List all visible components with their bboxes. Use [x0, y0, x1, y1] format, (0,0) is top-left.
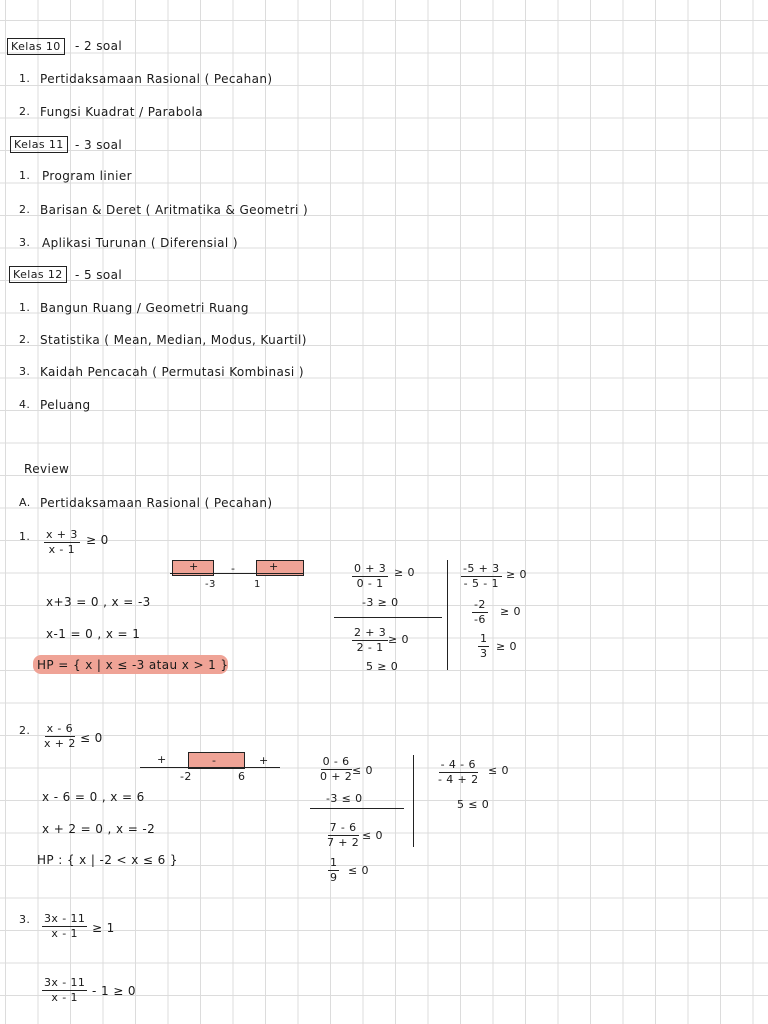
- list-item: Kaidah Pencacah ( Permutasi Kombinasi ): [40, 365, 304, 379]
- kelas-12-label: Kelas 12: [9, 266, 67, 283]
- denominator: - 5 - 1: [463, 577, 499, 590]
- relation: ≤ 0: [488, 764, 509, 777]
- kelas-10-count: - 2 soal: [75, 39, 123, 53]
- list-item: Program linier: [42, 169, 132, 183]
- kelas-12-count: - 5 soal: [75, 268, 123, 282]
- denominator: 9: [330, 871, 338, 884]
- list-number: 3.: [19, 236, 31, 249]
- divider: [447, 560, 448, 670]
- denominator: 0 - 1: [356, 577, 384, 590]
- relation: ≥ 1: [92, 921, 115, 935]
- sign-label: -: [212, 754, 217, 767]
- result: -3 ≤ 0: [326, 792, 363, 805]
- list-item: Pertidaksamaan Rasional ( Pecahan): [40, 72, 273, 86]
- relation: ≥ 0: [86, 533, 109, 547]
- list-item: Barisan & Deret ( Aritmatika & Geometri ): [40, 203, 309, 217]
- denominator: x - 1: [51, 991, 78, 1004]
- numerator: 1: [480, 632, 488, 645]
- relation: ≥ 0: [394, 566, 415, 579]
- result: 5 ≥ 0: [366, 660, 399, 673]
- fraction: [318, 755, 354, 784]
- relation: ≥ 0: [500, 605, 521, 618]
- fraction: [472, 598, 488, 627]
- sign-label: +: [189, 560, 199, 573]
- fraction: [436, 758, 480, 787]
- problem-number: 1.: [19, 530, 31, 543]
- list-number: 2.: [19, 203, 31, 216]
- fraction: [461, 562, 502, 591]
- kelas-11-label: Kelas 11: [10, 136, 68, 153]
- review-title: Review: [24, 462, 70, 476]
- list-item: Statistika ( Mean, Median, Modus, Kuartil): [40, 333, 307, 347]
- list-number: 1.: [19, 169, 31, 182]
- numerator: -2: [474, 598, 486, 611]
- relation: ≤ 0: [352, 764, 373, 777]
- tick-label: 6: [238, 770, 246, 783]
- numerator: -5 + 3: [463, 562, 500, 575]
- denominator: x - 1: [48, 543, 76, 556]
- numerator: 0 + 3: [354, 562, 387, 575]
- fraction: [352, 626, 388, 655]
- fraction: [42, 976, 87, 1005]
- divider: [413, 755, 414, 847]
- result: -3 ≥ 0: [362, 596, 399, 609]
- list-item: Fungsi Kuadrat / Parabola: [40, 105, 203, 119]
- divider: [310, 808, 404, 809]
- sign-label: +: [269, 560, 279, 573]
- list-number: 2.: [19, 333, 31, 346]
- denominator: - 4 + 2: [438, 773, 479, 786]
- denominator: 2 - 1: [356, 641, 384, 654]
- denominator: x + 2: [44, 737, 76, 750]
- denominator: 7 + 2: [327, 836, 360, 849]
- list-number: 3.: [19, 365, 31, 378]
- section-letter: A.: [19, 496, 31, 509]
- sign-label: +: [259, 754, 269, 767]
- solution-line: x - 6 = 0 , x = 6: [42, 790, 145, 804]
- list-number: 1.: [19, 72, 31, 85]
- relation: ≤ 0: [348, 864, 369, 877]
- result: 5 ≤ 0: [457, 798, 490, 811]
- list-number: 4.: [19, 398, 31, 411]
- relation: ≤ 0: [80, 731, 103, 745]
- numerator: 3x - 11: [44, 912, 86, 925]
- numerator: 0 - 6: [322, 755, 350, 768]
- list-number: 1.: [19, 301, 31, 314]
- list-item: Peluang: [40, 398, 91, 412]
- sign-label: -: [231, 562, 236, 575]
- number-line: [140, 767, 280, 768]
- solution-line: x+3 = 0 , x = -3: [46, 595, 151, 609]
- relation: - 1 ≥ 0: [92, 984, 136, 998]
- numerator: - 4 - 6: [440, 758, 476, 771]
- kelas-10-label: Kelas 10: [7, 38, 65, 55]
- list-number: 2.: [19, 105, 31, 118]
- fraction: [42, 912, 87, 941]
- denominator: 3: [480, 647, 488, 660]
- section-title: Pertidaksamaan Rasional ( Pecahan): [40, 496, 273, 510]
- fraction: [325, 821, 361, 850]
- fraction: [42, 722, 78, 751]
- solution-set: HP : { x | -2 < x ≤ 6 }: [37, 853, 178, 867]
- relation: ≥ 0: [506, 568, 527, 581]
- divider: [334, 617, 442, 618]
- numerator: 3x - 11: [44, 976, 86, 989]
- numerator: x + 3: [46, 528, 78, 541]
- relation: ≥ 0: [496, 640, 517, 653]
- list-item: Aplikasi Turunan ( Diferensial ): [42, 236, 238, 250]
- denominator: x - 1: [51, 927, 78, 940]
- solution-line: x + 2 = 0 , x = -2: [42, 822, 156, 836]
- fraction: [328, 856, 339, 885]
- number-line: [170, 573, 304, 574]
- fraction: [478, 632, 489, 661]
- denominator: -6: [474, 613, 486, 626]
- solution-line: x-1 = 0 , x = 1: [46, 627, 141, 641]
- tick-label: -3: [205, 579, 216, 590]
- kelas-11-count: - 3 soal: [75, 138, 123, 152]
- numerator: x - 6: [46, 722, 74, 735]
- fraction: [44, 528, 80, 557]
- relation: ≥ 0: [388, 633, 409, 646]
- numerator: 7 - 6: [329, 821, 357, 834]
- problem-number: 2.: [19, 724, 31, 737]
- list-item: Bangun Ruang / Geometri Ruang: [40, 301, 249, 315]
- relation: ≤ 0: [362, 829, 383, 842]
- sign-label: +: [157, 753, 167, 766]
- solution-set: HP = { x | x ≤ -3 atau x > 1 }: [37, 658, 229, 672]
- numerator: 1: [330, 856, 338, 869]
- numerator: 2 + 3: [354, 626, 387, 639]
- tick-label: -2: [180, 770, 192, 783]
- denominator: 0 + 2: [320, 770, 353, 783]
- problem-number: 3.: [19, 913, 31, 926]
- fraction: [352, 562, 388, 591]
- tick-label: 1: [254, 579, 261, 590]
